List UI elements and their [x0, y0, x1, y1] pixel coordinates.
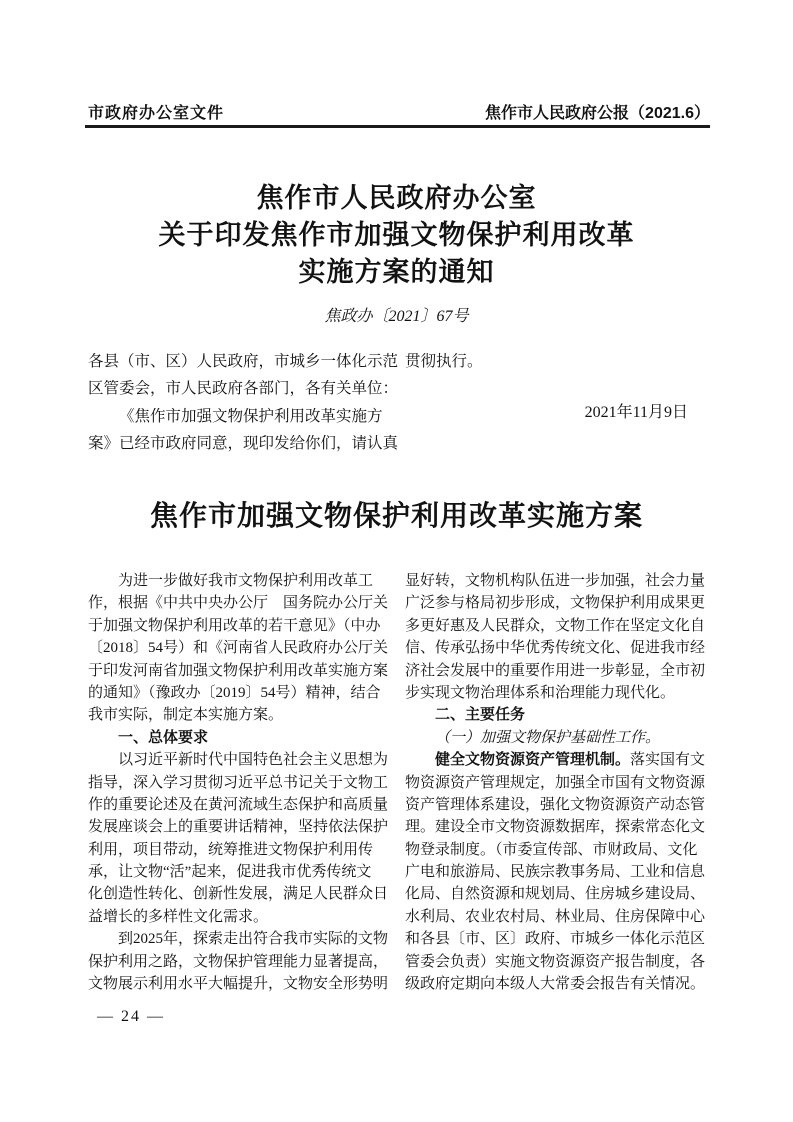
text-line [405, 348, 710, 375]
text-line [88, 570, 393, 592]
text-line [405, 772, 710, 794]
text-segment: 〔2018〕54号）和《河南省人民政府办公厅关 [88, 640, 389, 657]
text-segment: 健全文物资源资产管理机制。 [435, 751, 631, 769]
text-segment: 的通知》（豫政办〔2019〕54号）精神，结合 [88, 684, 381, 701]
text-segment: 于加强文物保护利用改革的若干意见》（中办 [88, 617, 381, 634]
text-segment: 和各县〔市、区〕政府、市城乡一体化示范区 [405, 931, 706, 948]
text-line [88, 928, 393, 950]
page-number: — 24 — [97, 1008, 165, 1025]
notice-left-column [88, 348, 399, 457]
text-line [405, 973, 710, 995]
text-segment: 物资源资产管理规定，加强全市国有文物资源 [405, 774, 706, 791]
text-line [88, 883, 393, 905]
text-segment: 案》已经市政府同意，现印发给你们，请认真 [88, 434, 399, 452]
text-segment: 物登录制度。（市委宣传部、市财政局、文化 [405, 841, 698, 858]
text-line [405, 951, 710, 973]
text-line [88, 794, 393, 816]
text-segment: 化创造性转化、创新性发展，满足人民群众日 [88, 886, 389, 903]
text-segment: 益增长的多样性文化需求。 [88, 908, 269, 925]
text-segment: 各县（市、区）人民政府，市城乡一体化示范 [88, 353, 399, 370]
text-line [405, 704, 710, 726]
text-segment: 信、传承弘扬中华优秀传统文化、促进我市经 [405, 640, 706, 657]
text-line [405, 928, 710, 950]
notice-title-line-2: 关于印发焦作市加强文物保护利用改革 [158, 220, 635, 250]
text-segment: （一）加强文物保护基础性工作。 [435, 729, 661, 746]
text-line [405, 861, 710, 883]
text-segment: 以习近平新时代中国特色社会主义思想为 [118, 752, 389, 769]
text-line [88, 772, 393, 794]
text-segment: 资产管理体系建设，强化文物资源资产动态管 [405, 796, 706, 813]
notice-title [0, 180, 793, 291]
text-line [405, 794, 710, 816]
text-line [88, 727, 393, 749]
text-line [88, 951, 393, 973]
text-line [88, 861, 393, 883]
text-line [405, 637, 710, 659]
text-line [88, 660, 393, 682]
text-segment: 广泛参与格局初步形成，文物保护利用成果更 [405, 595, 706, 612]
text-segment: 指导，深入学习贯彻习近平总书记关于文物工 [88, 774, 389, 791]
text-segment: 落实国有文 [630, 752, 706, 769]
notice-right-lines [405, 348, 710, 375]
text-line [405, 592, 710, 614]
text-segment: 于印发河南省加强文物保护利用改革实施方案 [88, 662, 389, 679]
text-line [88, 973, 393, 995]
header-rule [85, 125, 710, 128]
text-line [88, 704, 393, 726]
text-segment: 水利局、农业农村局、林业局、住房保障中心 [405, 908, 706, 925]
header-right-label: 焦作市人民政府公报（2021.6） [485, 105, 710, 122]
column-gutter [393, 570, 405, 995]
issue-date: 2021年11月9日 [584, 404, 688, 422]
text-line [88, 615, 393, 637]
text-segment: 显好转，文物机构队伍进一步加强，社会力量 [405, 573, 706, 589]
plan-body [88, 570, 710, 995]
text-segment: 管委会负责）实施文物资源资产报告制度，各 [405, 953, 706, 970]
text-segment: 济社会发展中的重要作用进一步彰显，全市初 [405, 662, 706, 679]
plan-right-column [405, 570, 710, 995]
text-segment: 承，让文物“活”起来，促进我市优秀传统文 [88, 864, 372, 881]
text-line [88, 682, 393, 704]
notice-right-column [405, 348, 710, 457]
text-line [88, 839, 393, 861]
text-segment: 广电和旅游局、民族宗教事务局、工业和信息 [405, 864, 706, 881]
text-line [405, 816, 710, 838]
doc-number: 焦政办〔2021〕67号 [324, 308, 469, 325]
plan-left-column [88, 570, 393, 995]
column-gutter [393, 348, 405, 457]
text-segment: 化局、自然资源和规划局、住房城乡建设局、 [405, 886, 706, 903]
text-line [88, 375, 399, 402]
text-line [405, 749, 710, 771]
text-segment: 保护利用之路，文物保护管理能力显著提高， [88, 953, 389, 970]
text-line [88, 592, 393, 614]
notice-body [88, 348, 710, 457]
text-line [88, 816, 393, 838]
text-line [88, 348, 399, 375]
text-line [88, 403, 393, 430]
text-line [405, 570, 710, 592]
text-line [88, 637, 393, 659]
text-segment: 区管委会，市人民政府各部门，各有关单位： [88, 380, 399, 398]
text-segment: 作，根据《中共中央办公厅 国务院办公厅关 [88, 595, 389, 612]
text-line [405, 615, 710, 637]
header-left-label: 市政府办公室文件 [88, 105, 225, 122]
text-segment: 级政府定期向本级人大常委会报告有关情况。 [405, 976, 706, 993]
text-segment: 一、总体要求 [118, 728, 209, 746]
text-segment: 我市实际，制定本实施方案。 [88, 707, 284, 724]
text-line [88, 749, 393, 771]
text-segment: 作的重要论述及在黄河流域生态保护和高质量 [88, 796, 389, 813]
text-segment: 贯彻执行。 [405, 353, 483, 370]
text-line [405, 727, 710, 749]
text-segment: 《焦作市加强文物保护利用改革实施方 [119, 407, 383, 425]
text-line [405, 906, 710, 928]
text-segment: 步实现文物治理体系和治理能力现代化。 [405, 684, 676, 701]
text-segment: 为进一步做好我市文物保护利用改革工 [118, 573, 374, 589]
text-segment: 发展座谈会上的重要讲话精神，坚持依法保护 [88, 819, 389, 836]
notice-title-line-1: 焦作市人民政府办公室 [256, 183, 537, 213]
text-line [405, 839, 710, 861]
text-segment: 二、主要任务 [435, 706, 526, 724]
text-segment: 利用，项目带动，统筹推进文物保护利用传 [88, 841, 374, 858]
text-line [405, 883, 710, 905]
text-segment: 到2025年，探索走出符合我市实际的文物 [118, 931, 389, 948]
notice-title-line-3: 实施方案的通知 [298, 257, 495, 287]
text-line [88, 906, 393, 928]
plan-title: 焦作市加强文物保护利用改革实施方案 [149, 501, 643, 532]
text-segment: 理。建设全市文物资源数据库，探索常态化文 [405, 819, 706, 836]
text-line [405, 682, 710, 704]
text-line [88, 430, 399, 457]
text-line [405, 660, 710, 682]
text-segment: 文物展示利用水平大幅提升，文物安全形势明 [88, 976, 389, 993]
text-segment: 多更好惠及人民群众，文物工作在坚定文化自 [405, 617, 706, 634]
